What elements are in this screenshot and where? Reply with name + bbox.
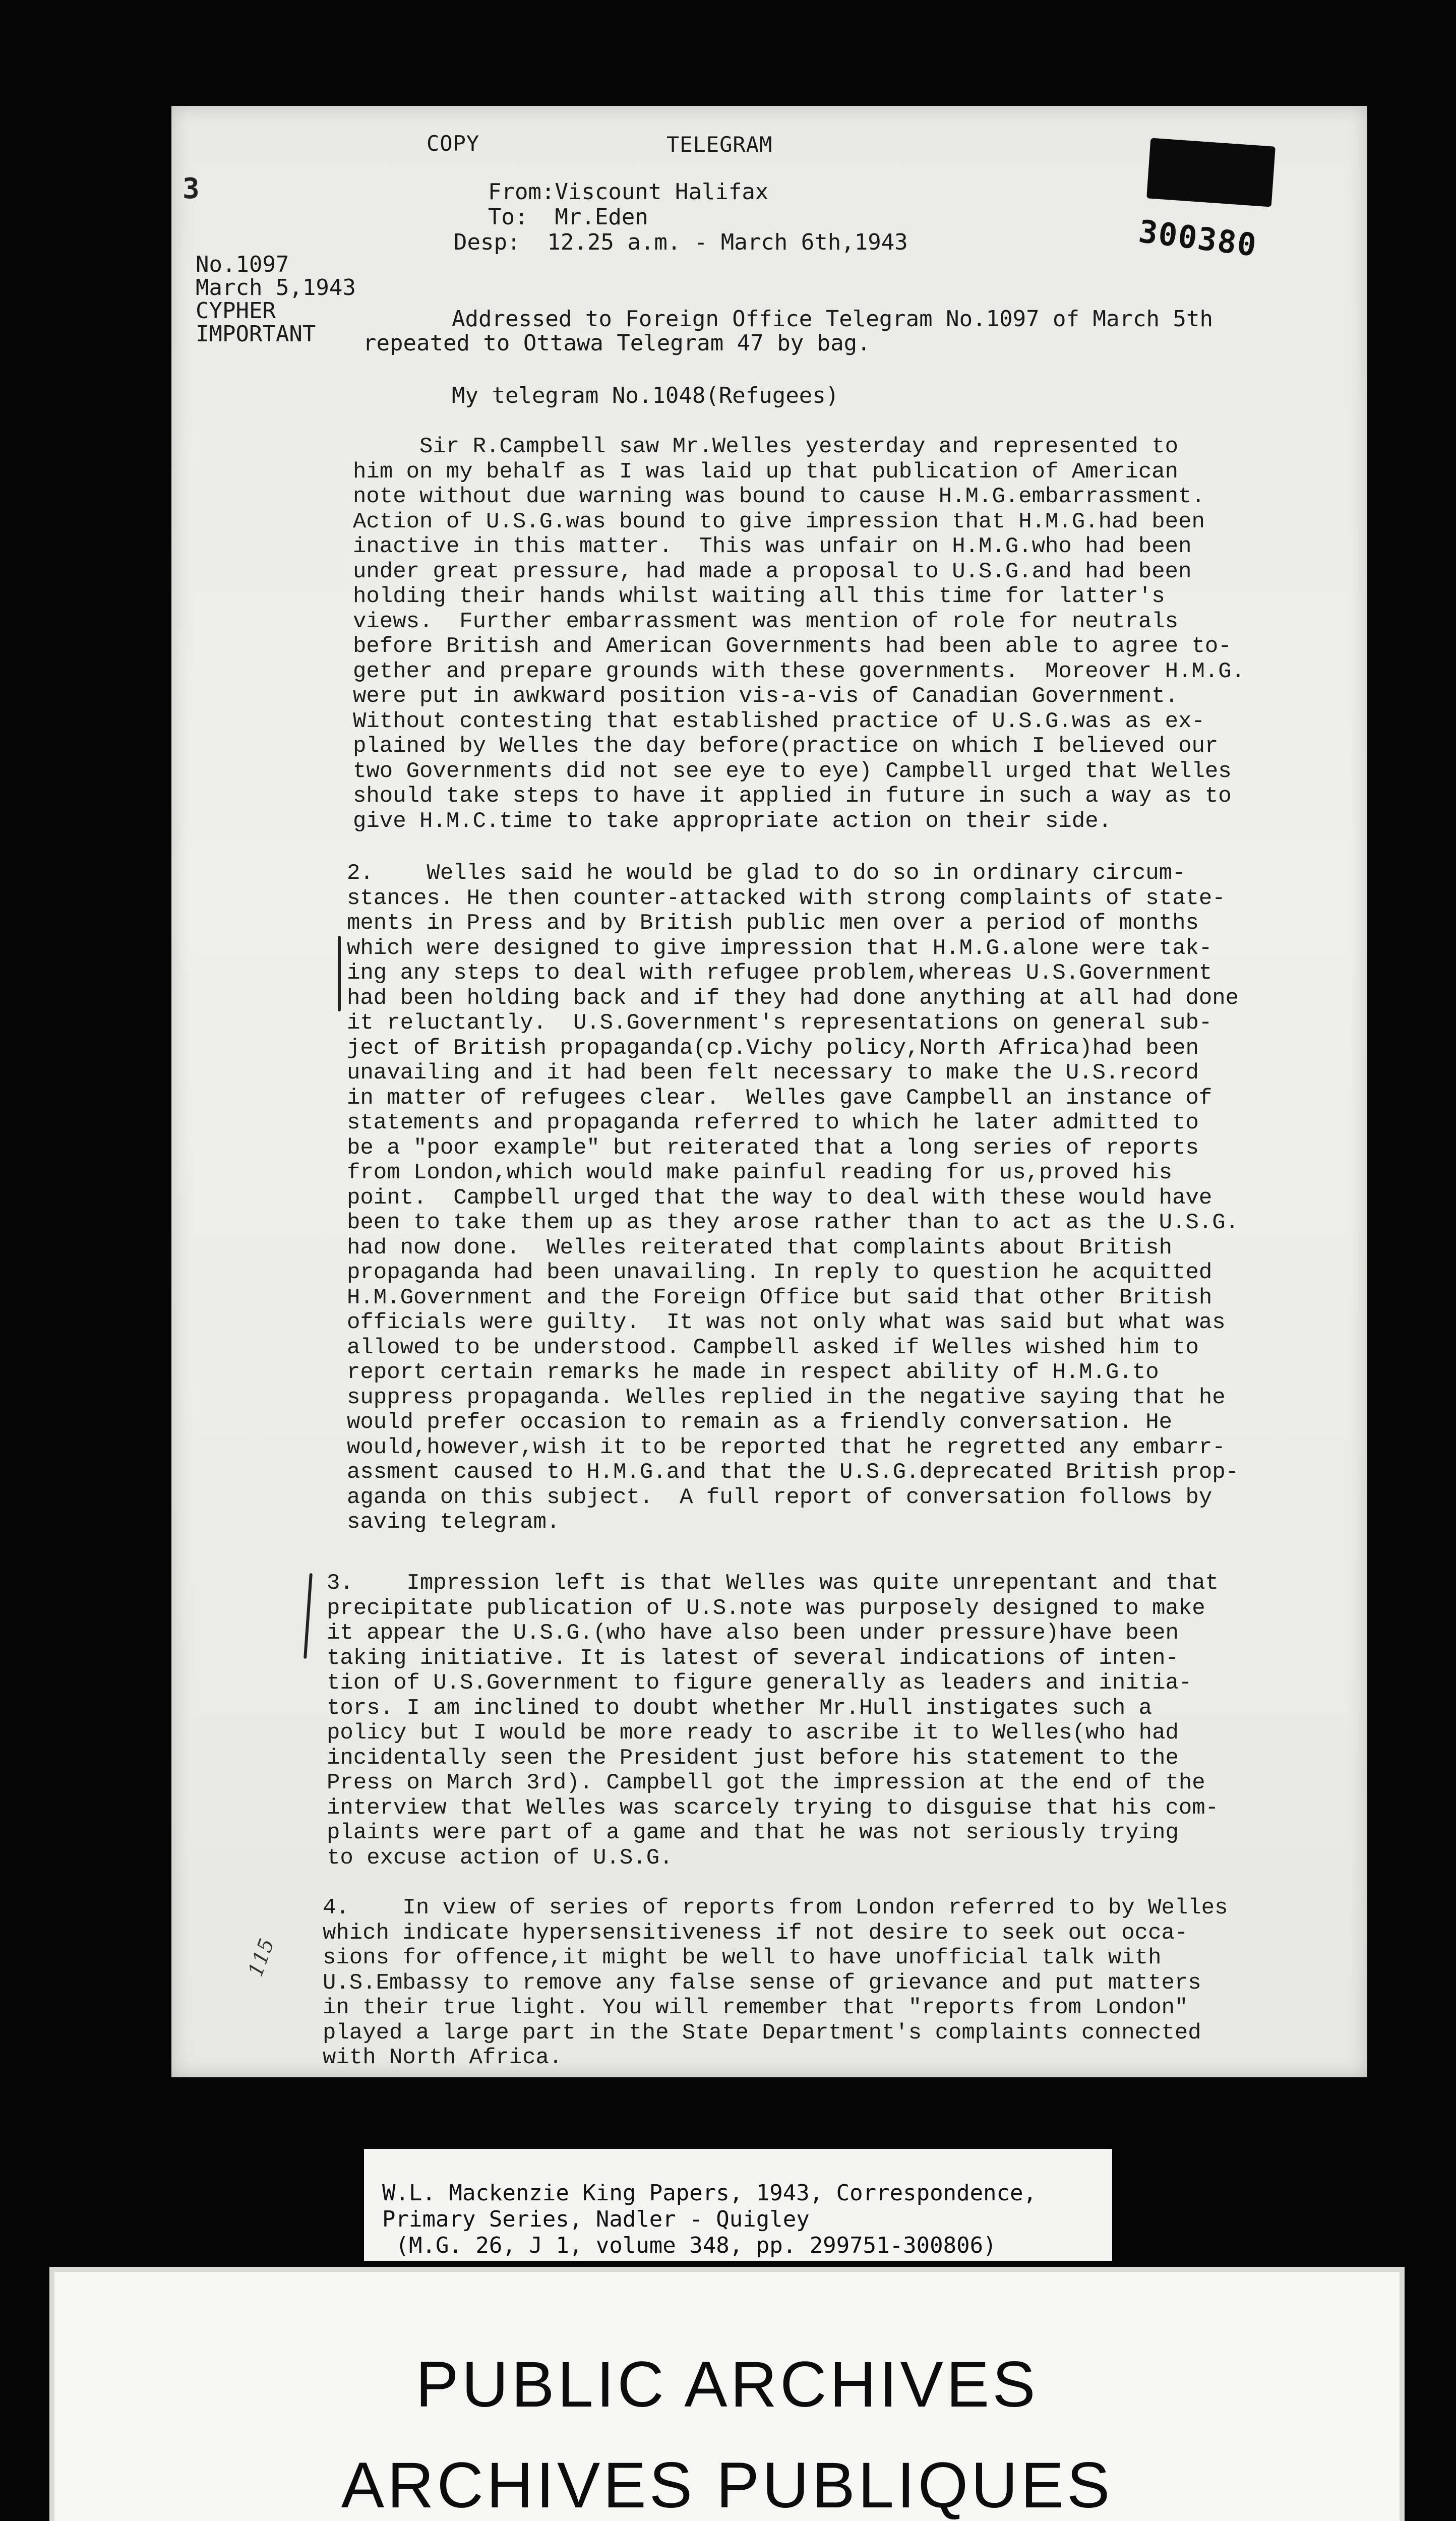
addressed-line-1: Addressed to Foreign Office Telegram No.1097 of March 5th [452,306,1213,332]
citation-line-3: (M.G. 26, J 1, volume 348, pp. 299751-300806) [382,2233,997,2258]
telegram-page [171,106,1367,2077]
document-stamp-number: 300380 [1136,212,1259,264]
meta-important: IMPORTANT [196,321,316,347]
redaction-block [1146,138,1276,207]
citation-line-1: W.L. Mackenzie King Papers, 1943, Correspondence, [382,2180,1037,2206]
archives-title-french: ARCHIVES PUBLIQUES [341,2449,1113,2521]
paragraph-3: 3. Impression left is that Welles was quite unrepentant and that precipitate publication of U.S.note was purposely designed to make it appear the U.S.G.(who have also been under pressure)have been taking initiative. It is latest of several indications of inten- tion of U.S.Government to figure generally as leaders and initia- tors. I am inclined to doubt whether Mr.Hull instigates such a policy but I would be more ready to ascribe it to Welles(who had incidentally seen the President just before his statement to the Press on March 3rd). Campbell got the impression at the end of the interview that Welles was scarcely trying to disguise that his com- plaints were part of a game and that he was not seriously trying to excuse action of U.S.G. [327,1571,1219,1871]
meta-number: No.1097 [196,252,289,277]
meta-date: March 5,1943 [196,275,356,301]
handwritten-annotation: 115 [244,1935,279,1980]
paragraph-1: Sir R.Campbell saw Mr.Welles yesterday and represented to him on my behalf as I was laid up that publication of American note without due warning was bound to cause H.M.G.embarrassment. Action of U.S.G.was bound to give impression that H.M.G.had been inactive in this matter. This was unfair on H.M.G.who had been under great pressure, had made a proposal to U.S.G.and had been holding their hands whilst waiting all this time for latter's views. Further embarrassment was mention of role for neutrals before British and American Governments had been able to agree to- gether and prepare grounds with these governments. Moreover H.M.G. were put in awkward position vis-a-vis of Canadian Government. Without contesting that established practice of U.S.G.was as ex- plained by Welles the day before(practice on which I believed our two Governments did not see eye to eye) Campbell urged that Welles should take steps to have it applied in future in such a way as to give H.M.C.time to take appropriate action on their side. [353,434,1245,834]
citation-label [364,2149,1112,2261]
paragraph-2: 2. Welles said he would be glad to do so in ordinary circum- stances. He then counter-attacked with strong complaints of state- ments in Press and by British public men over a period of months which were designed to give impression that H.M.G.alone were tak- ing any steps to deal with refugee problem,whereas U.S.Government had been holding back and if they had done anything at all had done it reluctantly. U.S.Government's representations on general sub- ject of British propaganda(cp.Vichy policy,North Africa)had been unavailing and it had been felt necessary to make the U.S.record in matter of refugees clear. Welles gave Campbell an instance of statements and propaganda referred to which he later admitted to be a "poor example" but reiterated that a long series of reports from London,which would make painful reading for us,proved his point. Campbell urged that the way to deal with these would have been to take them up as they arose rather than to act as the U.S.G. had now done. Welles reiterated that complaints about British propaganda had been unavailing. In reply to question he acquitted H.M.Government and the Foreign Office but said that other British officials were guilty. It was not only what was said but what was allowed to be understood. Campbell asked if Welles wished him to report certain remarks he made in respect ability of H.M.G.to suppress propaganda. Welles replied in the negative saying that he would prefer occasion to remain as a friendly conversation. He would,however,wish it to be reported that he regretted any embarr- assment caused to H.M.G.and that the U.S.G.deprecated British prop- aganda on this subject. A full report of conversation follows by saving telegram. [347,861,1239,1535]
reference-line: My telegram No.1048(Refugees) [452,383,839,408]
meta-cypher: CYPHER [196,298,276,324]
paragraph-4: 4. In view of series of reports from London referred to by Welles which indicate hypersensitiveness if not desire to seek out occa- sions for offence,it might be well to have unofficial talk with U.S.Embassy to remove any false sense of grievance and put matters in their true light. You will remember that "reports from London" played a large part in the State Department's complaints connected with North Africa. [323,1895,1228,2070]
margin-number-mark: 3 [183,172,200,205]
margin-line-para3 [304,1573,313,1659]
desp-line: Desp: 12.25 a.m. - March 6th,1943 [454,229,908,255]
archives-title-english: PUBLIC ARCHIVES [415,2349,1039,2421]
archives-card [49,2267,1405,2521]
to-line: To: Mr.Eden [488,204,648,230]
telegram-label: TELEGRAM [666,132,773,157]
from-line: From:Viscount Halifax [488,179,769,205]
margin-line-para2 [338,936,341,1011]
copy-label: COPY [427,131,480,156]
citation-line-2: Primary Series, Nadler - Quigley [382,2206,810,2232]
addressed-line-2: repeated to Ottawa Telegram 47 by bag. [363,330,871,356]
